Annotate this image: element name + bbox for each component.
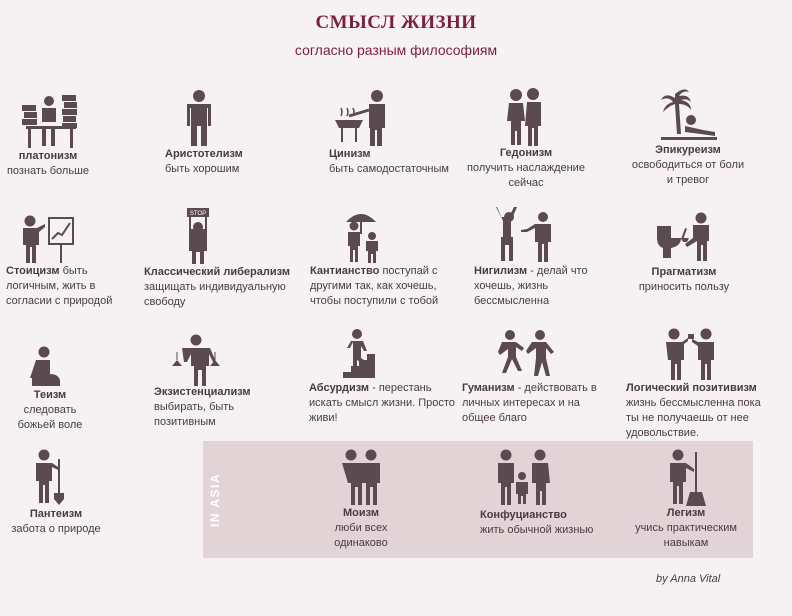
dancing-pair-icon [496, 329, 558, 379]
tile-mohism [320, 506, 402, 551]
tile-text: познать больше [6, 165, 90, 177]
tile-name: Аристотелизм [165, 148, 243, 160]
presenter-chart-icon [20, 213, 76, 265]
tile-text: освободиться от боли и тревог [631, 159, 745, 186]
tile-humanism [462, 381, 604, 426]
tile-platonism [0, 149, 96, 179]
tile-name: Гедонизм [499, 147, 553, 159]
svg-text:STOP: STOP [189, 211, 207, 217]
gunpoint-icon [495, 207, 557, 264]
grilling-person-icon [335, 90, 391, 146]
tile-legalism [626, 506, 746, 551]
tile-name: Стоицизм [6, 265, 60, 277]
tile-kantianism [310, 264, 452, 309]
tile-text: защищать индивидуальную свободу [144, 281, 286, 308]
tile-classical-liberalism [144, 265, 296, 310]
tile-text: забота о природе [11, 523, 101, 535]
tile-pragmatism [630, 265, 738, 295]
climbing-stairs-icon [343, 328, 379, 378]
tile-epicureanism [628, 143, 748, 188]
tile-name: Пантеизм [29, 508, 83, 520]
family-icon [494, 448, 550, 506]
tile-name: Прагматизм [651, 266, 717, 278]
tile-absurdism [309, 381, 459, 426]
tile-text: жизнь бессмысленна пока ты не получаешь от нее удовольствие. [626, 397, 761, 439]
kneeling-prayer-icon [30, 346, 62, 386]
tile-name: Эпикуреизм [655, 144, 721, 156]
tile-text: быть хорошим [165, 163, 240, 175]
tile-name: Кантианство [310, 265, 380, 277]
tile-name: Классический либерализм [144, 266, 290, 278]
tile-name: Цинизм [329, 148, 371, 160]
tile-text: следовать божьей воле [17, 404, 83, 431]
tile-name: Логический позитивизм [626, 382, 757, 394]
tile-text: - действовать в личных интересах и на общее благо [462, 382, 597, 424]
tile-text: люби всех одинаково [334, 522, 388, 549]
tile-text: поступай с другими так, как хочешь, чтобы поступили с тобой [310, 265, 439, 307]
tile-name: Конфуцианство [480, 509, 567, 521]
couple-hugging-icon [505, 88, 545, 146]
group-embrace-icon [340, 448, 382, 506]
tile-nihilism [474, 264, 604, 309]
gardener-shovel-icon [30, 449, 70, 505]
tile-name: Теизм [33, 389, 67, 401]
tile-cynicism [329, 147, 449, 177]
tile-hedonism [456, 146, 596, 191]
tile-text: - перестань искать смысл жизни. Просто живи! [309, 382, 455, 424]
tile-pantheism [4, 507, 108, 537]
tile-name: Нигилизм [474, 265, 528, 277]
tile-text: жить обычной жизнью [480, 524, 594, 536]
page-subtitle: согласно разным философиям [294, 42, 498, 58]
tile-name: Экзистенциализм [154, 386, 251, 398]
person-scales-icon [172, 334, 220, 386]
tile-name: Абсурдизм [309, 382, 370, 394]
page-title: СМЫСЛ ЖИЗНИ [315, 12, 477, 33]
tile-name: платонизм [18, 150, 78, 162]
tile-name: Моизм [343, 507, 379, 519]
tile-stoicism [6, 264, 136, 309]
tile-confucianism [480, 508, 600, 538]
tile-text: учись практическим навыкам [635, 522, 737, 549]
tile-logical-positivism [626, 381, 776, 441]
plunging-toilet-icon [657, 210, 713, 262]
umbrella-sharing-icon [340, 210, 382, 264]
tile-text: - делай что хочешь, жизнь бессмысленна [474, 265, 588, 307]
tile-text: быть логичным, жить в согласии с природой [6, 265, 113, 307]
toasting-pair-icon [662, 328, 718, 380]
tile-name: Гуманизм [462, 382, 515, 394]
asia-label: IN ASIA [208, 472, 222, 528]
tile-text: приносить пользу [638, 281, 730, 293]
stop-sign-person-icon [185, 208, 211, 264]
standing-person-icon [183, 90, 215, 146]
tile-theism [10, 388, 90, 433]
tile-text: получить наслаждение сейчас [467, 162, 585, 189]
tile-text: быть самодостаточным [329, 163, 449, 175]
sweeping-broom-icon [664, 448, 708, 506]
tile-aristotelianism [165, 147, 285, 177]
author-credit: by Anna Vital [656, 573, 721, 585]
tile-text: выбирать, быть позитивным [154, 401, 235, 428]
scholar-with-books-icon [22, 93, 80, 148]
tile-existentialism [154, 385, 274, 430]
tile-name: Легизм [666, 507, 706, 519]
relaxing-under-palm-icon [661, 88, 717, 140]
